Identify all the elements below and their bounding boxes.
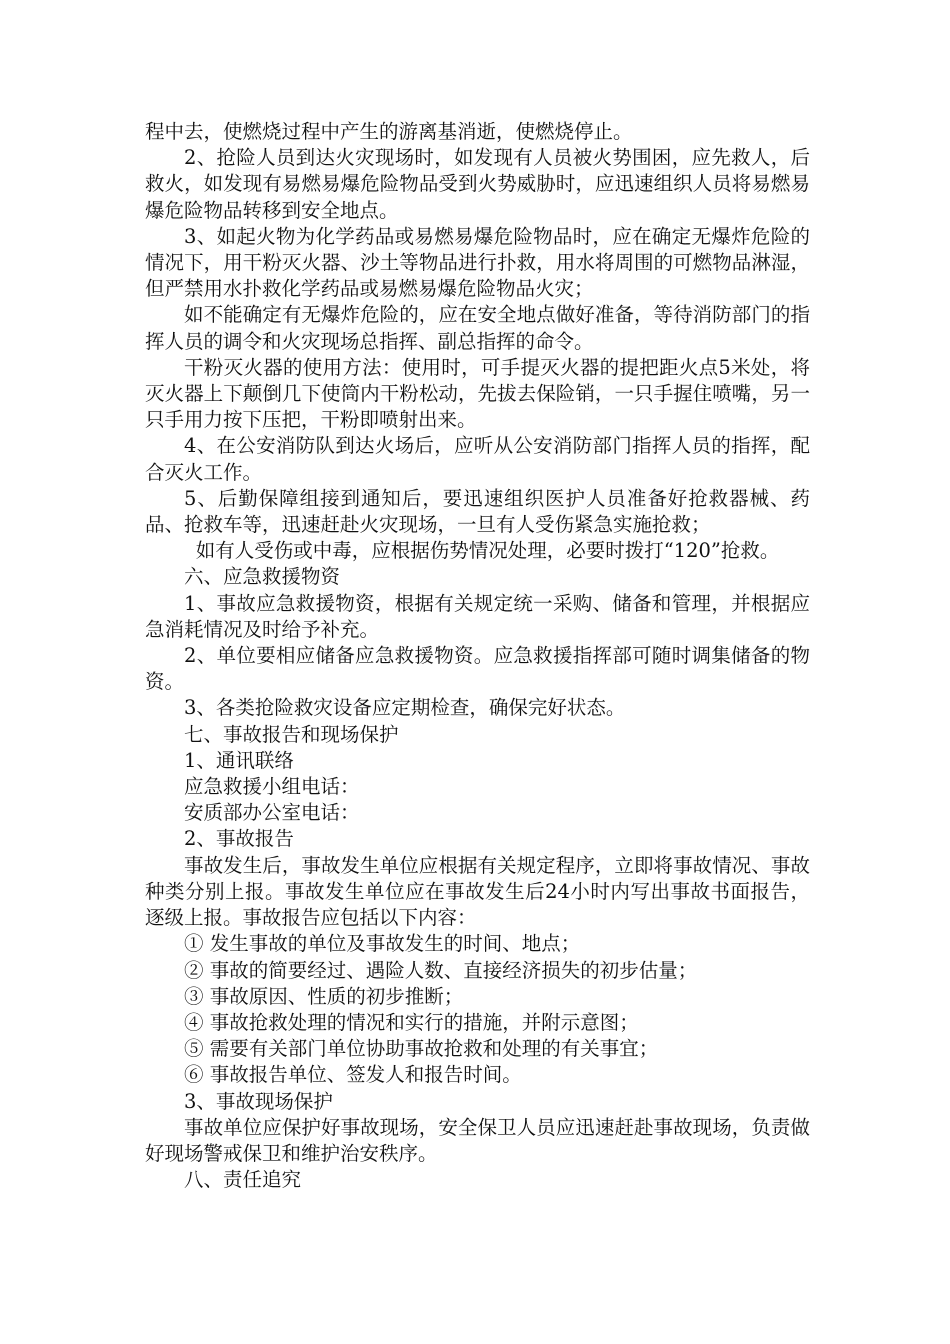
paragraph-logistics: 5、后勤保障组接到通知后，要迅速组织医护人员准备好抢救器械、药品、抢救车等，迅速赶赴火灾现场，一旦有人受伤紧急实施抢救； (145, 486, 810, 537)
phone-safety-office: 安质部办公室电话： (184, 801, 360, 825)
paragraph-fire-extinguish-end: 程中去，使燃烧过程中产生的游离基消逝，使燃烧停止。 (145, 120, 633, 143)
paragraph-supplies-2: 2、单位要相应储备应急救援物资。应急救援指挥部可随时调集储备的物资。 (145, 644, 810, 694)
list-item: ④ 事故抢救处理的情况和实行的措施，并附示意图； (184, 1010, 639, 1034)
paragraph-extinguisher-usage: 干粉灭火器的使用方法：使用时，可手提灭火器的提把距火点5米处，将灭火器上下颠倒几下使筒内干粉松动，先拔去保险销，一只手握住喷嘴，另一只手用力按下压把，干粉即喷射出来。 (145, 355, 810, 432)
list-item: ① 发生事故的单位及事故发生的时间、地点； (184, 932, 581, 956)
list-item: ② 事故的简要经过、遇险人数、直接经济损失的初步估量； (184, 958, 698, 982)
paragraph-scene-protection: 事故单位应保护好事故现场，安全保卫人员应迅速赶赴事故现场，负责做好现场警戒保卫和维护治安秩序。 (145, 1115, 810, 1165)
paragraph-explosion-uncertain: 如不能确定有无爆炸危险的，应在安全地点做好准备，等待消防部门的指挥人员的调令和火灾现场总指挥、副总指挥的命令。 (145, 303, 810, 353)
section-heading-supplies: 六、应急救援物资 (184, 565, 341, 589)
subheading-communication: 1、通讯联络 (184, 748, 294, 772)
paragraph-report-procedure: 事故发生后，事故发生单位应根据有关规定程序，立即将事故情况、事故种类分别上报。事故发生单位应在事故发生后24小时内写出事故书面报告，逐级上报。事故报告应包括以下内容： (145, 853, 810, 930)
paragraph-rescue-first: 2、抢险人员到达火灾现场时，如发现有人员被火势围困，应先救人，后救火，如发现有易燃易爆危险物品受到火势威胁时，应迅速组织人员将易燃易爆危险物品转移到安全地点。 (145, 146, 810, 222)
paragraph-injury-call: 如有人受伤或中毒，应根据伤势情况处理，必要时拨打“120”抢救。 (195, 539, 780, 563)
document-body (145, 119, 810, 1193)
paragraph-chemical-fire: 3、如起火物为化学药品或易燃易爆危险物品时，应在确定无爆炸危险的情况下，用干粉灭火器、沙土等物品进行扑救，用水将周围的可燃物品淋湿，但严禁用水扑救化学药品或易燃易爆危险物品火灾； (145, 224, 810, 301)
section-heading-report: 七、事故报告和现场保护 (184, 722, 399, 746)
subheading-accident-report: 2、事故报告 (184, 827, 294, 851)
subheading-scene-protection: 3、事故现场保护 (184, 1089, 333, 1113)
list-item: ⑤ 需要有关部门单位协助事故抢救和处理的有关事宜； (184, 1037, 659, 1061)
phone-rescue-team: 应急救援小组电话： (184, 775, 360, 799)
list-item: ⑥ 事故报告单位、签发人和报告时间。 (184, 1063, 522, 1087)
section-heading-accountability: 八、责任追究 (184, 1168, 302, 1192)
paragraph-supplies-3: 3、各类抢险救灾设备应定期检查，确保完好状态。 (184, 696, 626, 720)
paragraph-supplies-1: 1、事故应急救援物资，根据有关规定统一采购、储备和管理，并根据应急消耗情况及时给予补充。 (145, 591, 810, 641)
list-item: ③ 事故原因、性质的初步推断； (184, 984, 464, 1008)
paragraph-fire-brigade: 4、在公安消防队到达火场后，应听从公安消防部门指挥人员的指挥，配合灭火工作。 (145, 434, 810, 484)
